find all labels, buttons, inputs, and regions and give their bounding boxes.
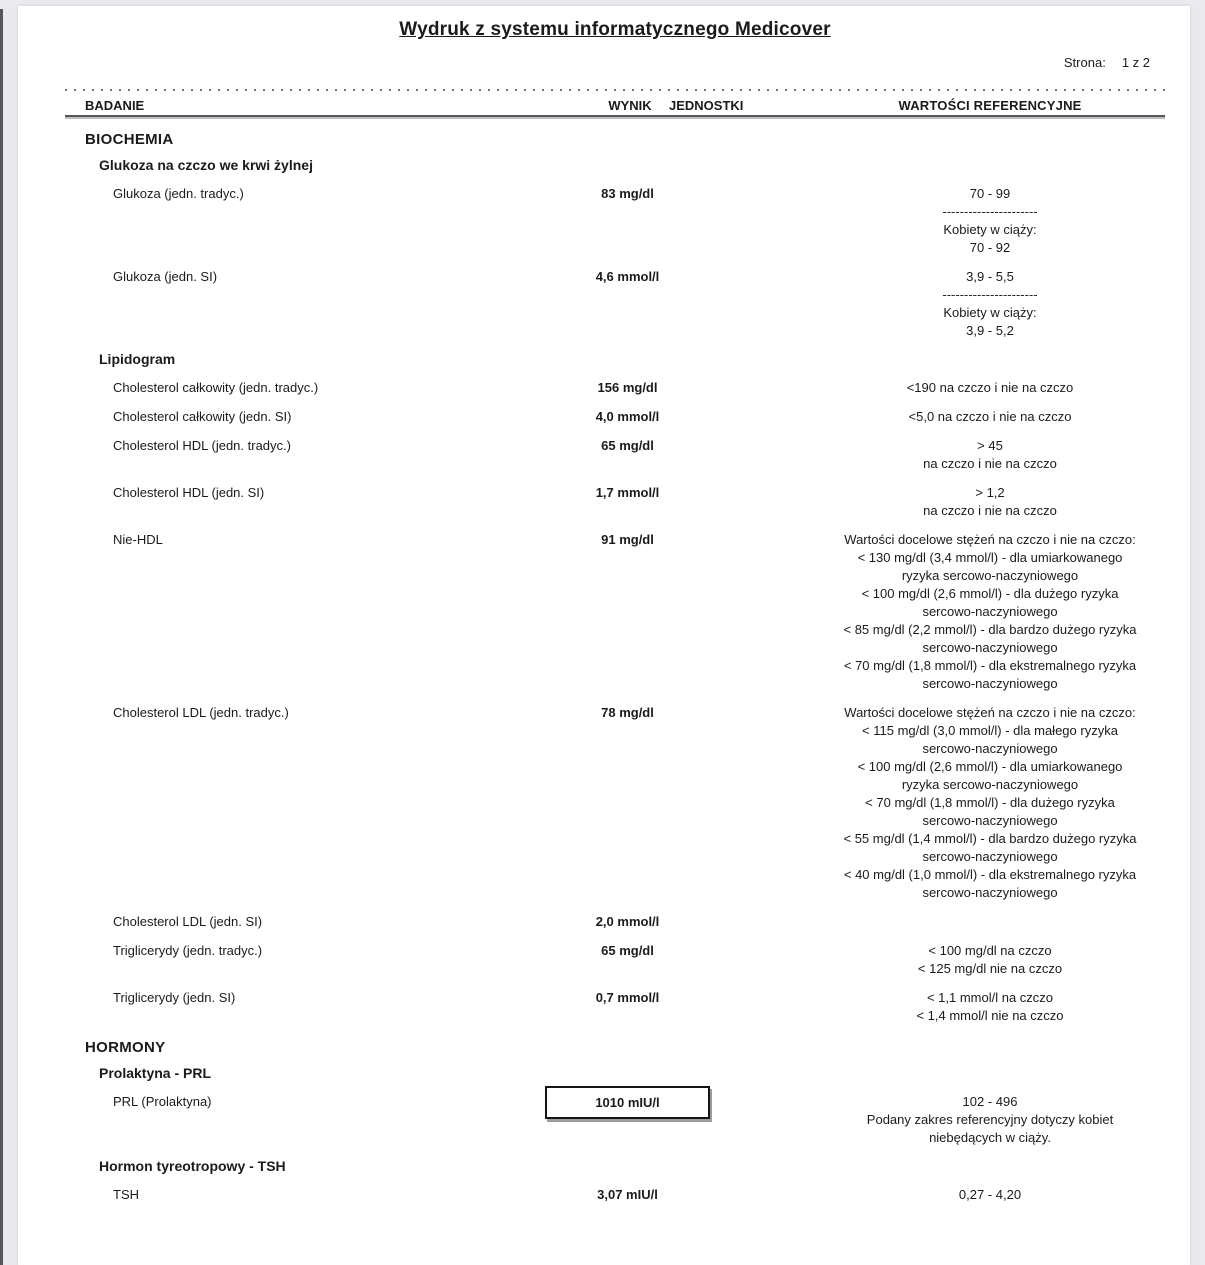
- section-title: HORMONY: [85, 1039, 166, 1056]
- reference-line: < 100 mg/dl (2,6 mmol/l) - dla dużego ryzyka sercowo-naczyniowego: [861, 586, 1119, 619]
- jednostki-cell: [720, 1186, 815, 1204]
- jednostki-cell: [720, 185, 815, 257]
- reference-dashed-separator: ----------------------: [942, 287, 1038, 302]
- reference-line: <5,0 na czczo i nie na czczo: [908, 409, 1072, 424]
- reference-dashed-separator: ----------------------: [942, 204, 1038, 219]
- results-body: [65, 131, 1165, 1204]
- table-row: [65, 379, 1165, 397]
- jednostki-cell: [720, 408, 815, 426]
- reference-line: < 115 mg/dl (3,0 mmol/l) - dla małego ryzyka sercowo-naczyniowego: [862, 723, 1118, 756]
- reference-line: < 1,4 mmol/l nie na czczo: [916, 1008, 1064, 1023]
- badanie-cell: Cholesterol LDL (jedn. SI): [113, 914, 263, 929]
- badanie-cell: Triglicerydy (jedn. tradyc.): [113, 943, 263, 958]
- left-edge-bar: [0, 9, 3, 1265]
- reference-cell: [815, 408, 1165, 426]
- reference-line: > 1,2: [975, 485, 1005, 500]
- reference-cell: [815, 185, 1165, 257]
- badanie-cell: Triglicerydy (jedn. SI): [113, 990, 236, 1005]
- jednostki-cell: [720, 268, 815, 340]
- jednostki-cell: [720, 989, 815, 1025]
- table-header-row: [65, 94, 1165, 115]
- page-indicator-value: 1 z 2: [1121, 55, 1150, 70]
- table-row: [65, 484, 1165, 520]
- reference-cell: [815, 942, 1165, 978]
- reference-line: Podany zakres referencyjny dotyczy kobiet niebędących w ciąży.: [866, 1112, 1114, 1145]
- reference-line: < 85 mg/dl (2,2 mmol/l) - dla bardzo dużego ryzyka sercowo-naczyniowego: [843, 622, 1137, 655]
- wynik-cell: 83 mg/dl: [601, 186, 654, 201]
- reference-cell: [815, 704, 1165, 902]
- table-row: [65, 268, 1165, 340]
- reference-line: Kobiety w ciąży:: [943, 305, 1037, 320]
- wynik-cell: 4,0 mmol/l: [595, 409, 660, 424]
- reference-cell: [815, 437, 1165, 473]
- dotted-separator: [65, 89, 1165, 91]
- document-content: [65, 6, 1165, 1215]
- reference-line: < 100 mg/dl (2,6 mmol/l) - dla umiarkowanego ryzyka sercowo-naczyniowego: [857, 759, 1123, 792]
- wynik-cell: 0,7 mmol/l: [595, 990, 660, 1005]
- wynik-cell: 78 mg/dl: [601, 705, 654, 720]
- table-row: [65, 989, 1165, 1025]
- wynik-cell: 4,6 mmol/l: [595, 269, 660, 284]
- header-rule: [65, 115, 1165, 117]
- table-row: [65, 913, 1165, 931]
- jednostki-cell: [720, 1093, 815, 1147]
- reference-line: Kobiety w ciąży:: [943, 222, 1037, 237]
- reference-line: Wartości docelowe stężeń na czczo i nie na czczo:: [844, 705, 1136, 720]
- wynik-cell: 3,07 mIU/l: [597, 1187, 658, 1202]
- wynik-cell: 156 mg/dl: [597, 380, 658, 395]
- reference-line: 102 - 496: [962, 1094, 1018, 1109]
- jednostki-cell: [720, 913, 815, 931]
- column-header-jednostki: JEDNOSTKI: [669, 98, 744, 113]
- column-header-referencyjne: WARTOŚCI REFERENCYJNE: [898, 98, 1082, 113]
- reference-line: < 125 mg/dl nie na czczo: [917, 961, 1063, 976]
- reference-line: < 1,1 mmol/l na czczo: [926, 990, 1054, 1005]
- document-page: [18, 6, 1190, 1265]
- reference-line: 70 - 99: [969, 186, 1011, 201]
- table-row: [65, 1186, 1165, 1204]
- section-title: BIOCHEMIA: [85, 131, 174, 148]
- out-of-range-box: 1010 mIU/l: [545, 1086, 710, 1119]
- reference-line: < 55 mg/dl (1,4 mmol/l) - dla bardzo dużego ryzyka sercowo-naczyniowego: [843, 831, 1137, 864]
- badanie-cell: Cholesterol LDL (jedn. tradyc.): [113, 705, 289, 720]
- table-row: [65, 437, 1165, 473]
- badanie-cell: Cholesterol całkowity (jedn. tradyc.): [113, 380, 319, 395]
- badanie-cell: Glukoza (jedn. SI): [113, 269, 218, 284]
- reference-cell: [815, 484, 1165, 520]
- badanie-cell: Cholesterol HDL (jedn. tradyc.): [113, 438, 291, 453]
- badanie-cell: Cholesterol HDL (jedn. SI): [113, 485, 265, 500]
- table-row: [65, 1093, 1165, 1147]
- reference-line: > 45: [977, 438, 1003, 453]
- reference-line: 3,9 - 5,2: [966, 323, 1014, 338]
- table-row: [65, 531, 1165, 693]
- reference-line: < 130 mg/dl (3,4 mmol/l) - dla umiarkowanego ryzyka sercowo-naczyniowego: [857, 550, 1123, 583]
- page-title: Wydruk z systemu informatycznego Medicover: [399, 19, 831, 40]
- table-row: [65, 942, 1165, 978]
- wynik-cell: 65 mg/dl: [601, 943, 654, 958]
- jednostki-cell: [720, 379, 815, 397]
- page-indicator-label: Strona:: [1063, 55, 1106, 70]
- reference-cell: [815, 1093, 1165, 1147]
- table-row: [65, 704, 1165, 902]
- reference-line: na czczo i nie na czczo: [923, 503, 1057, 518]
- reference-line: 0,27 - 4,20: [958, 1187, 1022, 1202]
- jednostki-cell: [720, 531, 815, 693]
- reference-cell: [815, 379, 1165, 397]
- wynik-cell: 1,7 mmol/l: [595, 485, 660, 500]
- badanie-cell: TSH: [113, 1187, 139, 1202]
- table-row: [65, 185, 1165, 257]
- badanie-cell: Glukoza (jedn. tradyc.): [113, 186, 244, 201]
- wynik-cell: 2,0 mmol/l: [595, 914, 660, 929]
- jednostki-cell: [720, 942, 815, 978]
- reference-line: Wartości docelowe stężeń na czczo i nie na czczo:: [844, 532, 1136, 547]
- reference-line: < 100 mg/dl na czczo: [928, 943, 1052, 958]
- reference-line: <190 na czczo i nie na czczo: [906, 380, 1074, 395]
- page-indicator: [65, 55, 1165, 70]
- subsection-title: Lipidogram: [99, 351, 176, 367]
- reference-cell: [815, 913, 1165, 931]
- wynik-cell: [535, 1093, 720, 1147]
- reference-line: < 70 mg/dl (1,8 mmol/l) - dla dużego ryzyka sercowo-naczyniowego: [865, 795, 1115, 828]
- reference-cell: [815, 268, 1165, 340]
- reference-cell: [815, 531, 1165, 693]
- subsection-title: Prolaktyna - PRL: [99, 1065, 212, 1081]
- reference-line: 3,9 - 5,5: [966, 269, 1014, 284]
- subsection-title: Hormon tyreotropowy - TSH: [99, 1158, 286, 1174]
- badanie-cell: PRL (Prolaktyna): [113, 1094, 212, 1109]
- badanie-cell: Nie-HDL: [113, 532, 163, 547]
- reference-line: < 70 mg/dl (1,8 mmol/l) - dla ekstremalnego ryzyka sercowo-naczyniowego: [843, 658, 1137, 691]
- badanie-cell: Cholesterol całkowity (jedn. SI): [113, 409, 292, 424]
- reference-line: < 40 mg/dl (1,0 mmol/l) - dla ekstremalnego ryzyka sercowo-naczyniowego: [843, 867, 1137, 900]
- reference-line: 70 - 92: [969, 240, 1011, 255]
- column-header-badanie: BADANIE: [85, 98, 145, 113]
- wynik-cell: 91 mg/dl: [601, 532, 654, 547]
- jednostki-cell: [720, 437, 815, 473]
- wynik-cell: 65 mg/dl: [601, 438, 654, 453]
- jednostki-cell: [720, 484, 815, 520]
- table-row: [65, 408, 1165, 426]
- jednostki-cell: [720, 704, 815, 902]
- subsection-title: Glukoza na czczo we krwi żylnej: [99, 157, 313, 173]
- reference-cell: [815, 1186, 1165, 1204]
- reference-cell: [815, 989, 1165, 1025]
- column-header-wynik: WYNIK: [608, 98, 652, 113]
- reference-line: na czczo i nie na czczo: [923, 456, 1057, 471]
